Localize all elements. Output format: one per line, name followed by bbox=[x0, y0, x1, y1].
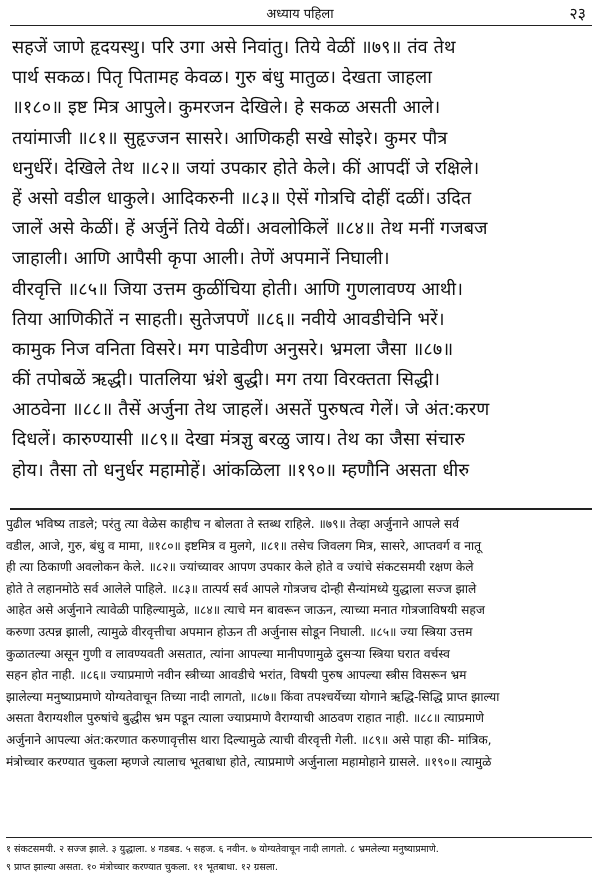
meaning-line: सहन होत नाही. ॥८६॥ ज्याप्रमाणे नवीन स्त्रीच्या आवडीचे भरांत, विषयी पुरुष आपल्या स्त्रीस विसरून भ्रम bbox=[6, 668, 467, 683]
meaning-line: ही त्या ठिकाणी अवलोकन केले. ॥८२॥ ज्यांच्यावर आपण उपकार केले होते व ज्यांचे संकटसमयी रक्षण केले bbox=[6, 560, 474, 575]
verse-line: कामुक निज वनिता विसरे। मग पाडेवीण अनुसरे। भ्रमला जैसा ॥८७॥ bbox=[12, 338, 454, 360]
verse-line: तयांमाजी ॥८१॥ सुहृज्जन सासरे। आणिकही सखे सोइरे। कुमर पौत्र bbox=[12, 127, 448, 149]
verse-line: पार्थ सकळ। पितृ पितामह केवळ। गुरु बंधु मातुळ। देखता जाहला bbox=[12, 67, 432, 89]
verse-line: आठवेना ॥८८॥ तैसें अर्जुना तेथ जाहलें। असतें पुरुषत्व गेलें। जे अंत:करण bbox=[12, 399, 490, 421]
meaning-line: आहेत असे अर्जुनाने त्यावेळी पाहिल्यामुळे, ॥८४॥ त्याचे मन बावरून जाऊन, त्याच्या मनात गोत्रजाविषयी सहज bbox=[6, 603, 485, 618]
footnotes bbox=[6, 841, 592, 877]
meaning-line: वडील, आजे, गुरु, बंधु व मामा, ॥१८०॥ इष्टमित्र व मुलगे, ॥८१॥ तसेच जिवलग मित्र, सासरे, आप्तवर्ग व नातू bbox=[6, 538, 482, 553]
verse-line: जाहाली। आणि आपैसी कृपा आली। तेणें अपमानें निघाली। bbox=[12, 248, 390, 270]
meaning-line: मंत्रोच्चार करण्यात चुकला म्हणजे त्यालाच भूतबाधा होते, त्याप्रमाणे अर्जुनाला महामोहाने ग्रासले. ॥१९०॥ त्यामुळे bbox=[6, 754, 492, 769]
verse-line: कीं तपोबळें ऋद्धी। पातलिया भ्रंशे बुद्धी। मग तया विरक्तता सिद्धी। bbox=[12, 369, 441, 391]
verse-line: हें असो वडील धाकुले। आदिकरुनी ॥८३॥ ऐसें गोत्रचि दोहीं दळीं। उदित bbox=[12, 187, 472, 209]
meaning-line: झालेल्या मनुष्याप्रमाणे योग्यतेवाचून तिच्या नादी लागतो, ॥८७॥ किंवा तपश्चर्येच्या योगाने ऋद्धि-सिद्धि प्राप्त झाल्या bbox=[6, 689, 500, 704]
meaning-line: असता वैराग्यशील पुरुषांचे बुद्धीस भ्रम पडून त्याला ज्याप्रमाणे वैराग्याची आठवण राहात नाही. ॥८८॥ त्याप्रमाणे bbox=[6, 711, 484, 726]
footnote-rule bbox=[6, 837, 592, 838]
verse-line: होय। तैसा तो धनुर्धर महामोहें। आंकळिला ॥१९०॥ म्हणौनि असता धीरु bbox=[12, 459, 470, 481]
verse-line: वीरवृत्ति ॥८५॥ जिया उत्तम कुळींचिया होती। आणि गुणलावण्य आथी। bbox=[12, 278, 464, 300]
header-rule bbox=[10, 25, 592, 26]
verse-line: जालें असे केळीं। हें अर्जुनें तिये वेळीं। अवलोकिलें ॥८४॥ तेथ मनीं गजबज bbox=[12, 218, 488, 240]
verse-line: सहजें जाणे हृदयस्थु। परि उगा असे निवांतु। तिये वेळीं ॥७९॥ तंव तेथ bbox=[12, 37, 456, 58]
meaning-line: होते ते लहानमोठे सर्व आलेले पाहिले. ॥८३॥ तात्पर्य सर्व आपले गोत्रजच दोन्ही सैन्यांमध्ये युद्धाला सज्ज झाले bbox=[6, 581, 477, 596]
verse-line: धनुर्धरें। देखिले तेथ ॥८२॥ जयां उपकार होते केले। कीं आपदीं जे रक्षिले। bbox=[12, 157, 480, 179]
meaning-block bbox=[6, 514, 592, 773]
page-number: २३ bbox=[569, 4, 586, 23]
chapter-title: अध्याय पहिला bbox=[266, 7, 334, 22]
verse-line: ॥१८०॥ इष्ट मित्र आपुले। कुमरजन देखिले। हे सकळ असती आले। bbox=[12, 97, 441, 119]
verse-line: दिधलें। कारुण्यासी ॥८९॥ देखा मंत्रज्ञु बरळु जाय। तेथ का जैसा संचारु bbox=[12, 429, 465, 451]
section-divider bbox=[10, 508, 592, 510]
meaning-line: अर्जुनाने आपल्या अंत:करणात करुणावृत्तीस थारा दिल्यामुळे त्याची वीरवृत्ती गेली. ॥८९॥ असे पाहा की- मांत्रिक, bbox=[6, 732, 492, 747]
meaning-line: कुळातल्या असून गुणी व लावण्यवती असतात, त्यांना आपल्या मानीपणामुळे दुसऱ्या स्त्रिया घरात वर्चस्व bbox=[6, 646, 450, 661]
page-header bbox=[0, 0, 600, 26]
meaning-line: पुढील भविष्य ताडले; परंतु त्या वेळेस काहीच न बोलता ते स्तब्ध राहिले. ॥७९॥ तेव्हा अर्जुनाने आपले सर्व bbox=[6, 517, 460, 531]
verse-line: तिया आणिकीतें न साहती। सुतेजपणें ॥८६॥ नवीये आवडीचेनि भरें। bbox=[12, 308, 445, 330]
verse-block bbox=[12, 33, 590, 486]
footnote-line: १ संकटसमयी. २ सज्ज झाले. ३ युद्धाला. ४ गडबड. ५ सहज. ६ नवीन. ७ योग्यतेवाचून नादी लागतो. ८ भ्रमलेल्या मनुष्याप्रमाणे. bbox=[6, 844, 439, 855]
meaning-line: करुणा उत्पन्न झाली, त्यामुळे वीरवृत्तीचा अपमान होऊन ती अर्जुनास सोडून निघाली. ॥८५॥ ज्या स्त्रिया उत्तम bbox=[6, 624, 473, 639]
footnote-line: ९ प्राप्त झाल्या असता. १० मंत्रोच्चार करण्यात चुकला. ११ भूतबाधा. १२ ग्रसला. bbox=[6, 862, 278, 873]
